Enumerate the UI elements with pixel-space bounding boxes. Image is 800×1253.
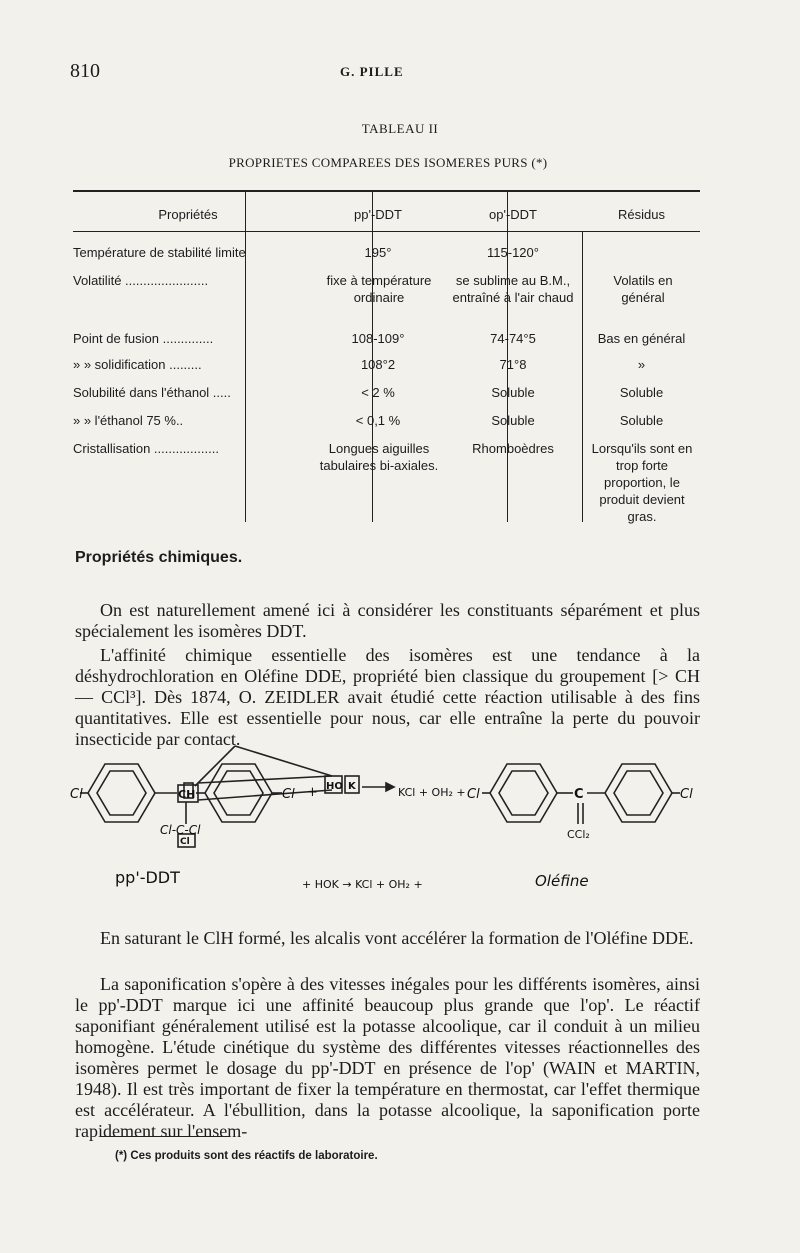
table-title: TABLEAU II bbox=[361, 121, 439, 136]
cl-label: Cl bbox=[70, 787, 83, 802]
benzene-ring-inner bbox=[499, 771, 548, 815]
column-header-properties: Propriétés bbox=[158, 207, 218, 222]
row-op-value: Soluble bbox=[491, 385, 535, 400]
table-subtitle: PROPRIETES COMPAREES DES ISOMERES PURS (*) bbox=[228, 155, 548, 170]
label-olefine: Oléfine bbox=[535, 872, 589, 890]
label-pp-ddt: pp'-DDT bbox=[115, 868, 180, 887]
benzene-ring bbox=[605, 764, 672, 822]
row-pp-value: Longues aiguilles tabulaires bi-axiales. bbox=[319, 441, 439, 473]
footnote: (*) Ces produits sont des réactifs de laboratoire. bbox=[115, 1150, 378, 1162]
column-header-op-ddt: op'-DDT bbox=[489, 207, 537, 222]
cl-label: Cl bbox=[680, 787, 693, 802]
column-header-residus: Résidus bbox=[618, 207, 665, 222]
row-op-value: Soluble bbox=[491, 413, 535, 428]
ho-label: HO bbox=[326, 781, 343, 792]
row-pp-value: < 2 % bbox=[361, 385, 395, 400]
cl-label: Cl bbox=[467, 787, 480, 802]
paragraph: On est naturellement amené ici à considérer les constituants séparément et plus spécialement les isomères DDT. bbox=[75, 600, 700, 641]
benzene-ring-inner bbox=[97, 771, 146, 815]
ch-label: CH bbox=[178, 788, 196, 801]
benzene-ring bbox=[88, 764, 155, 822]
section-title: Propriétés chimiques. bbox=[75, 549, 243, 566]
column-header-pp-ddt: pp'-DDT bbox=[354, 207, 402, 222]
row-property: Point de fusion .............. bbox=[73, 331, 214, 346]
products-label: KCl + OH₂ + bbox=[398, 786, 466, 799]
benzene-ring-inner bbox=[214, 771, 263, 815]
running-head: G. PILLE bbox=[340, 64, 404, 79]
page-header bbox=[0, 60, 800, 90]
row-op-value: se sublime au B.M., entraîné à l'air chaud bbox=[452, 273, 574, 305]
reaction-scheme bbox=[70, 738, 710, 898]
k-label: K bbox=[348, 781, 356, 792]
row-op-value: 74-74°5 bbox=[490, 331, 536, 346]
row-property: » » l'éthanol 75 %.. bbox=[73, 413, 184, 428]
paragraph: En saturant le ClH formé, les alcalis vont accélérer la formation de l'Oléfine DDE. bbox=[100, 928, 694, 948]
row-pp-value: 108°2 bbox=[360, 357, 396, 372]
row-pp-value: 108-109° bbox=[351, 331, 405, 346]
row-pp-value: 195° bbox=[364, 245, 392, 260]
row-residus-value: Bas en général bbox=[597, 331, 686, 346]
row-pp-value: fixe à température ordinaire bbox=[326, 273, 432, 305]
row-residus-value: Soluble bbox=[619, 413, 664, 428]
row-residus-value: Volatils en général bbox=[613, 273, 673, 305]
paragraph: La saponification s'opère à des vitesses inégales pour les différents isomères, ainsi le pp'-DDT marque ici une affinité beaucoup plus grande que l'op'. Le réactif saponifiant généralement utilisé est la potasse alcoolique, car il conduit à un milieu homogène. L'étude cinétique du système des différentes vitesses réactionnelles des isomères permet le dosage du pp'-DDT en présence de l'op' (WAIN et MARTIN, 1948). Il est très important de fixer la température en thermostat, car l'effet thermique est accélérateur. A l'ébullition, dans la potasse alcoolique, la saponification porte rapidement sur l'ensem- bbox=[75, 974, 700, 1141]
plus-sign: + bbox=[307, 785, 318, 800]
row-pp-value: < 0,1 % bbox=[355, 413, 401, 428]
row-property: Température de stabilité limite bbox=[73, 245, 246, 260]
cl-label: Cl bbox=[282, 787, 295, 802]
cl-box-label: Cl bbox=[180, 837, 190, 847]
benzene-ring bbox=[490, 764, 557, 822]
row-op-value: 71°8 bbox=[499, 357, 527, 372]
row-residus-value: Lorsqu'ils sont en trop forte proportion, le produit devient gras. bbox=[591, 441, 693, 524]
row-property: Solubilité dans l'éthanol ..... bbox=[73, 385, 231, 400]
row-property: Cristallisation .................. bbox=[73, 441, 219, 456]
ccl2-label: CCl₂ bbox=[567, 828, 590, 841]
table-column-divider bbox=[582, 232, 583, 522]
row-op-value: Rhomboèdres bbox=[472, 441, 554, 456]
footnote-rule bbox=[100, 1136, 230, 1137]
row-property: Volatilité ....................... bbox=[73, 273, 209, 288]
row-property: » » solidification ......... bbox=[73, 357, 202, 372]
benzene-ring bbox=[205, 764, 272, 822]
cl-c-cl-label: Cl-C-Cl bbox=[160, 823, 201, 837]
c-label: C bbox=[574, 787, 584, 802]
table-header-rule bbox=[73, 231, 700, 232]
page-number: 810 bbox=[70, 60, 100, 82]
table-top-rule bbox=[73, 190, 700, 192]
benzene-ring-inner bbox=[614, 771, 663, 815]
row-op-value: 115-120° bbox=[487, 245, 539, 260]
row-residus-value: Soluble bbox=[619, 385, 664, 400]
label-equation: + HOK → KCl + OH₂ + bbox=[302, 878, 423, 891]
properties-table bbox=[73, 190, 700, 522]
row-residus-value: » bbox=[637, 357, 646, 372]
paragraph: L'affinité chimique essentielle des isomères est une tendance à la déshydrochloration en Oléfine DDE, propriété bien classique du groupement [> CH — CCl³]. Dès 1874, O. ZEIDLER avait étudié cette réaction utilisable à des fins quantitatives. Elle est essentielle pour nous, car elle entraîne la perte du pouvoir insecticide par contact. bbox=[75, 645, 700, 749]
